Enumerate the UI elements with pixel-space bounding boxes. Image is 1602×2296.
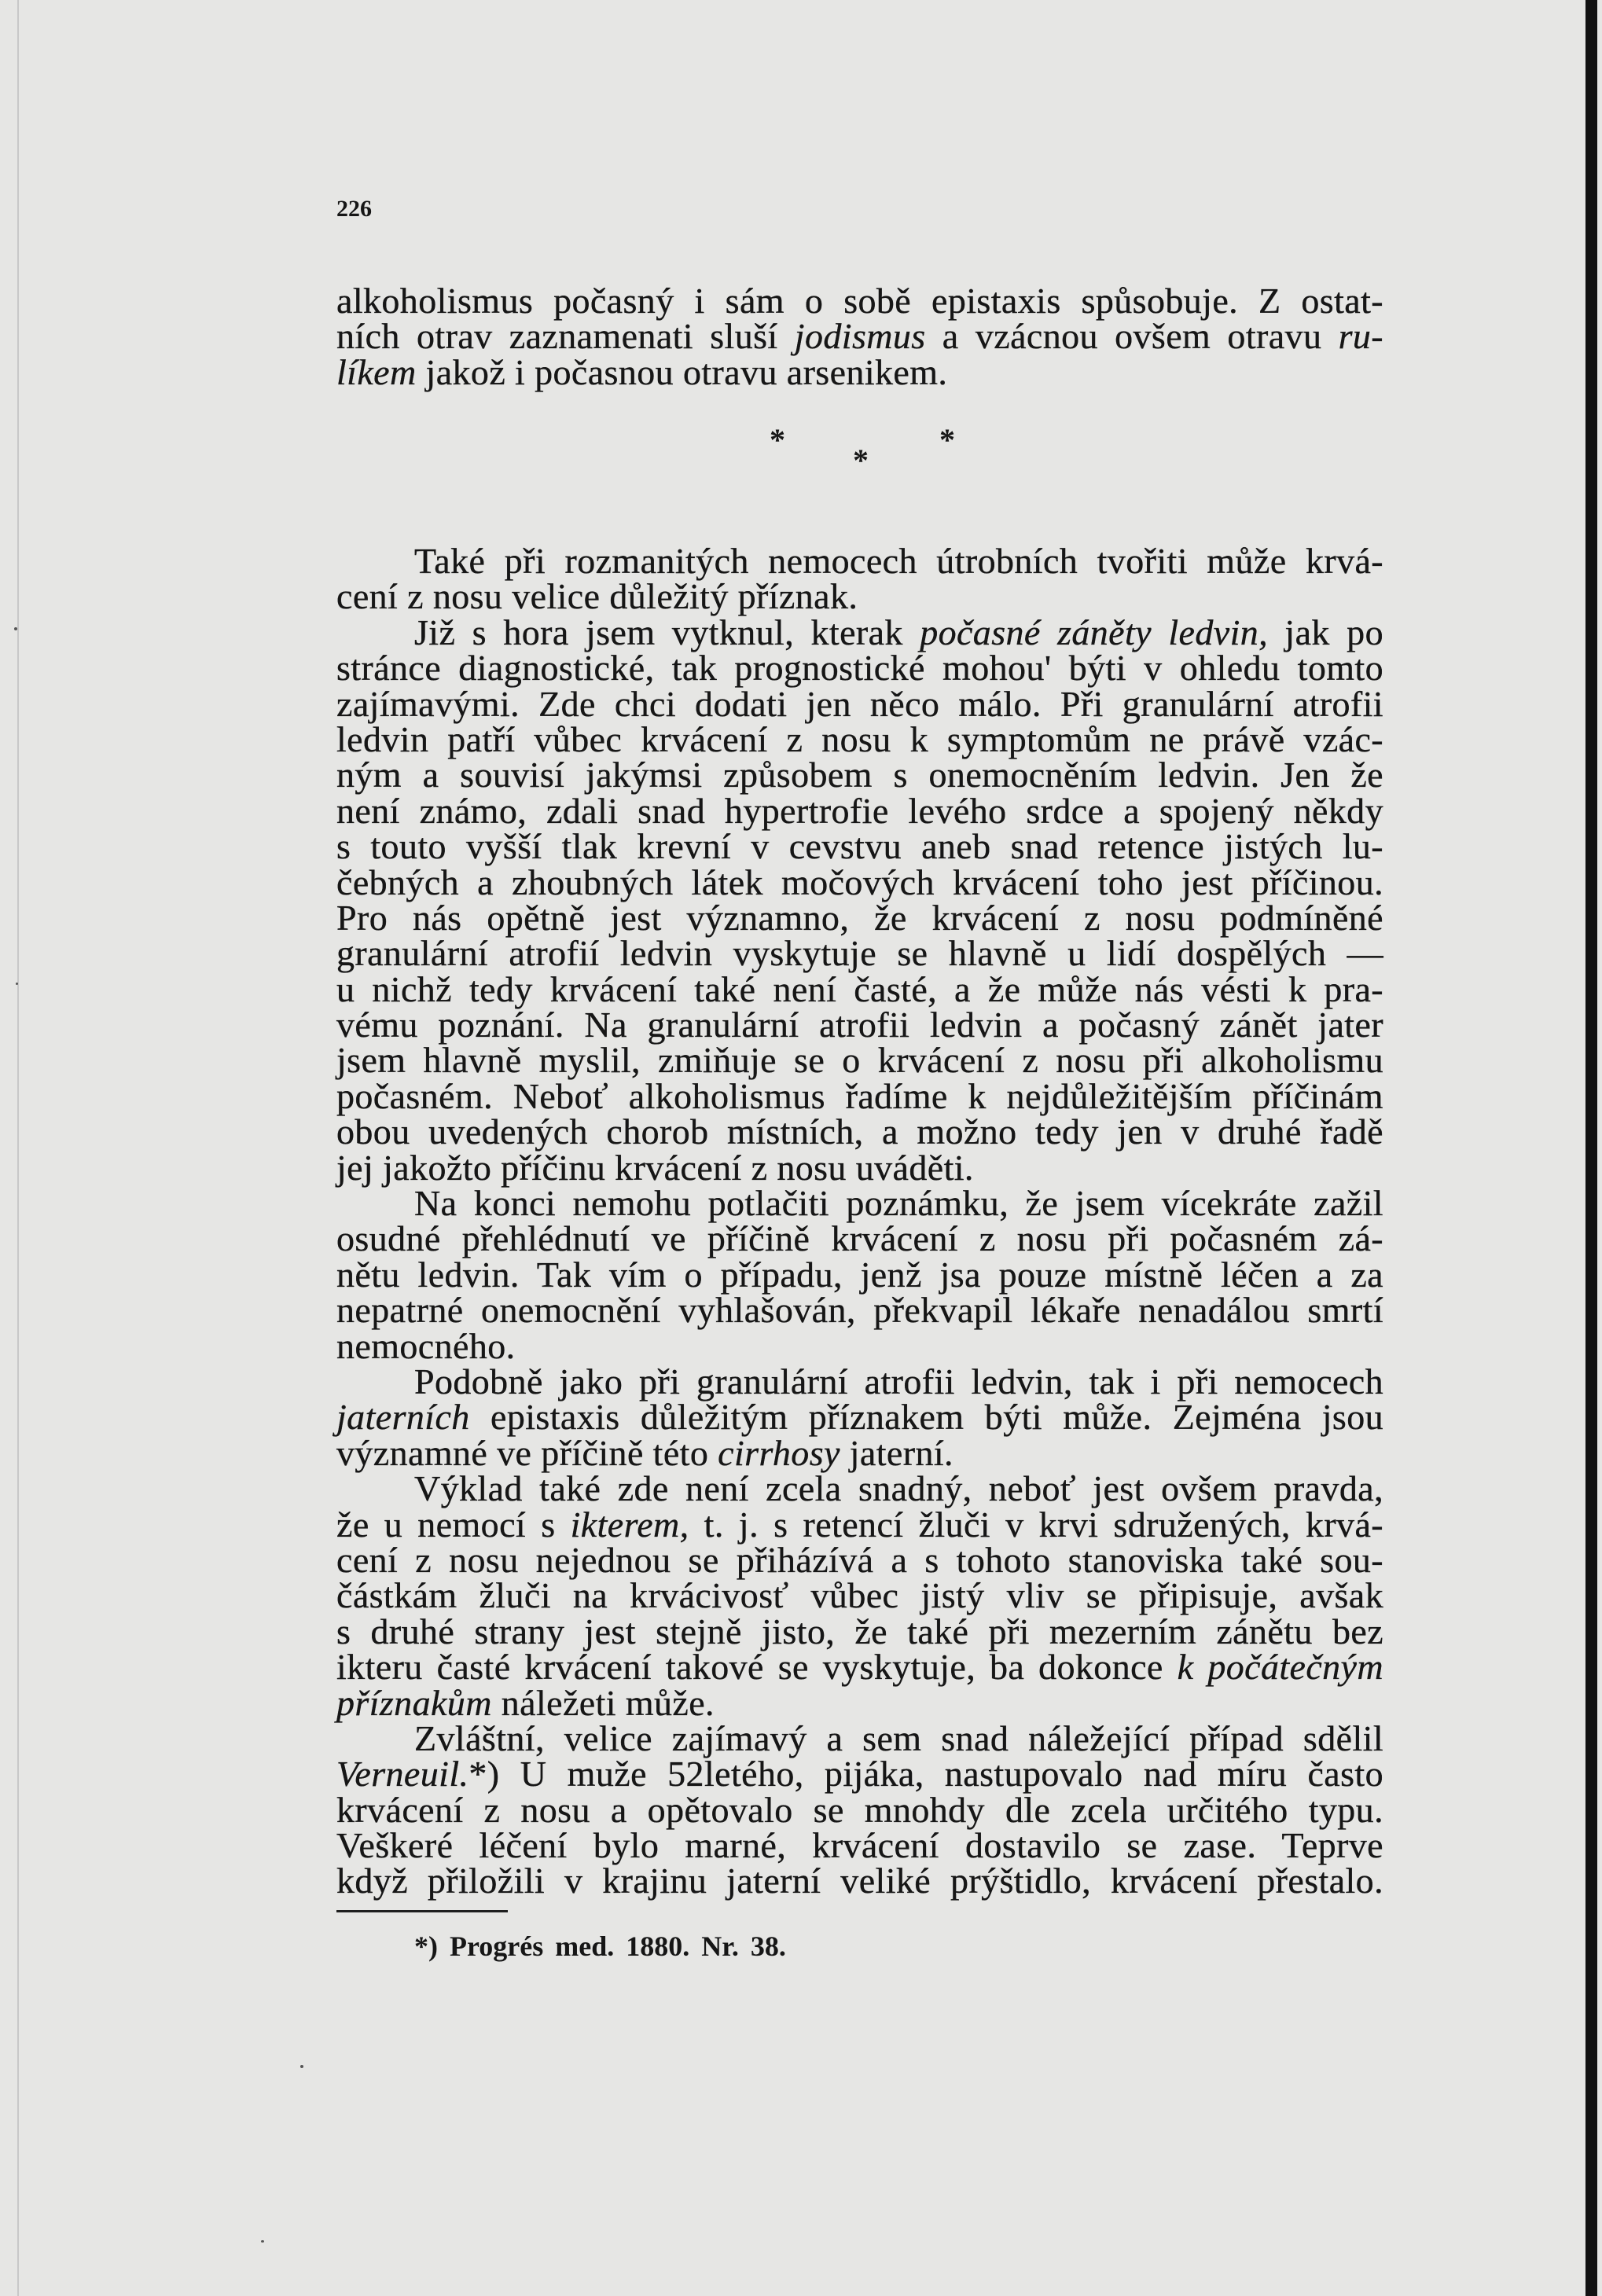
text-run: jakož i počasnou otravu arsenikem. xyxy=(416,351,948,392)
italic-run: jodismus xyxy=(794,316,926,357)
italic-run: příznakům xyxy=(336,1682,492,1723)
italic-run: k počátečným xyxy=(1177,1647,1383,1688)
text-run: cení z nosu velice důležitý příznak. xyxy=(336,576,858,617)
text-line xyxy=(336,1325,1383,1366)
text-run: u nichž tedy krvácení také není časté, a že může nás vésti k pra- xyxy=(336,968,1383,1009)
text-run: Zvláštní, velice zajímavý a sem snad náležející případ sdělil xyxy=(414,1717,1383,1758)
text-line xyxy=(336,1575,1383,1616)
text-run: krvácení z nosu a opětovalo se mnohdy dle zcela určitého typu. xyxy=(336,1789,1383,1830)
text-run: alkoholismus počasný i sám o sobě epistaxis spůsobuje. Z ostat- xyxy=(336,281,1383,321)
text-line xyxy=(336,1789,1383,1830)
text-run: stránce diagnostické, tak prognostické mohou' býti v ohledu tomto xyxy=(336,648,1383,689)
text-line xyxy=(336,1218,1383,1259)
paragraph xyxy=(336,1361,1383,1473)
text-run: jaterní. xyxy=(840,1432,953,1473)
text-run: zajímavými. Zde chci dodati jen něco málo. Při granulární atrofii xyxy=(336,683,1383,724)
text-line xyxy=(336,1111,1383,1152)
text-run: osudné přehlédnutí ve příčině krvácení z nosu při počasném zá- xyxy=(336,1218,1383,1259)
text-run: nepatrné onemocnění vyhlašován, překvapil lékaře nenadálou smrtí xyxy=(336,1290,1383,1331)
asterisk: * xyxy=(939,422,955,457)
text-run: jsem hlavně myslil, zmiňuje se o krvácení z nosu při alkoholismu xyxy=(336,1040,1383,1081)
scan-speck xyxy=(16,983,18,985)
italic-run: ru- xyxy=(1338,316,1383,357)
text-line xyxy=(336,826,1383,867)
italic-run: počasné záněty ledvin, xyxy=(920,612,1269,652)
text-run: Veškeré léčení bylo marné, krvácení dostavilo se zase. Teprve xyxy=(336,1825,1383,1866)
text-line xyxy=(336,1611,1383,1651)
text-run: významné ve příčině této xyxy=(336,1432,718,1473)
italic-run: cirrhosy xyxy=(718,1432,840,1473)
asterisk: * xyxy=(770,422,785,457)
text-section-after-break xyxy=(336,543,1383,1899)
text-line xyxy=(336,1539,1383,1580)
text-run: ným a souvisí jakýmsi způsobem s onemocněním ledvin. Jen že xyxy=(336,755,1383,795)
text-line xyxy=(336,897,1383,938)
text-line xyxy=(336,1682,1383,1723)
scan-speck xyxy=(261,2240,264,2243)
italic-run: jaterních xyxy=(336,1397,470,1438)
text-run: *) U muže 52letého, pijáka, nastupovalo nad míru často xyxy=(468,1754,1383,1795)
text-run: epistaxis důležitým příznakem býti může. Zejména jsou xyxy=(469,1397,1383,1438)
footnote: *) Progrés med. 1880. Nr. 38. xyxy=(414,1930,786,1962)
text-run: granulární atrofií ledvin vyskytuje se hlavně u lidí dospělých — xyxy=(336,933,1383,974)
text-line xyxy=(336,1040,1383,1081)
text-run: jej jakožto příčinu krvácení z nosu uváděti. xyxy=(336,1147,974,1188)
text-line xyxy=(336,1754,1383,1795)
text-line xyxy=(336,861,1383,902)
text-run: částkám žluči na krvácivosť vůbec jistý vliv se připisuje, avšak xyxy=(336,1575,1383,1616)
text-line xyxy=(336,1397,1383,1438)
italic-run: líkem xyxy=(336,351,417,392)
text-line xyxy=(336,1005,1383,1045)
paragraph xyxy=(336,543,1383,615)
text-line xyxy=(336,683,1383,724)
text-run: když přiložili v krajinu jaterní veliké prýštidlo, krvácení přestalo. xyxy=(336,1861,1383,1901)
text-line xyxy=(336,790,1383,831)
scan-border-right xyxy=(1585,0,1597,2296)
text-line xyxy=(336,968,1383,1009)
italic-run: Verneuil. xyxy=(336,1754,469,1795)
text-line xyxy=(336,648,1383,689)
text-run: ních otrav zaznamenati sluší xyxy=(336,316,795,357)
text-line xyxy=(336,316,1383,357)
paragraph xyxy=(336,612,1383,1188)
text-run: ikteru časté krvácení takové se vyskytuje, ba dokonce xyxy=(336,1647,1178,1688)
scan-speck xyxy=(14,627,17,630)
text-run: Výklad také zde není zcela snadný, neboť jest ovšem pravda, xyxy=(414,1468,1383,1509)
text-line xyxy=(336,1861,1383,1901)
text-run: Pro nás opětně jest významno, že krvácení z nosu podmíněné xyxy=(336,897,1383,938)
text-line xyxy=(336,543,1383,579)
text-line xyxy=(336,1183,1383,1224)
text-run: obou uvedených chorob místních, a možno tedy jen v druhé řadě xyxy=(336,1111,1383,1152)
text-run: nemocného. xyxy=(336,1325,516,1366)
text-line xyxy=(336,755,1383,795)
text-run: není známo, zdali snad hypertrofie levého srdce a spojený někdy xyxy=(336,790,1383,831)
text-line xyxy=(336,1504,1383,1545)
text-line xyxy=(336,1468,1383,1509)
text-line xyxy=(336,1361,1383,1401)
text-line xyxy=(336,612,1383,652)
scan-speck xyxy=(300,2065,303,2068)
text-run: a vzácnou ovšem otravu xyxy=(925,316,1339,357)
paragraph xyxy=(336,283,1383,390)
text-line xyxy=(336,281,1383,321)
text-line xyxy=(336,1290,1383,1331)
text-run: cení z nosu nejednou se přiházívá a s tohoto stanoviska také sou- xyxy=(336,1539,1383,1580)
page-number: 226 xyxy=(336,196,372,222)
text-line xyxy=(336,1825,1383,1866)
text-line xyxy=(336,1432,1383,1473)
text-run: s druhé strany jest stejně jisto, že také při mezerním zánětu bez xyxy=(336,1611,1383,1651)
text-run: s touto vyšší tlak krevní v cevstvu aneb snad retence jistých lu- xyxy=(336,826,1383,867)
text-line xyxy=(336,718,1383,759)
text-run: ledvin patří vůbec krvácení z nosu k symptomům ne právě vzác- xyxy=(336,718,1383,759)
paragraph xyxy=(336,1185,1383,1364)
text-run: náležeti může. xyxy=(491,1682,715,1723)
text-run: že u nemocí s xyxy=(336,1504,571,1545)
text-line xyxy=(336,1647,1383,1688)
text-line xyxy=(336,576,1383,617)
text-line xyxy=(336,1254,1383,1295)
text-run: t. j. s retencí žluči v krvi sdružených, krvá- xyxy=(689,1504,1383,1545)
text-run: nětu ledvin. Tak vím o případu, jenž jsa pouze místně léčen a za xyxy=(336,1254,1383,1295)
text-line xyxy=(336,1147,1383,1188)
text-run: jak po xyxy=(1268,612,1383,652)
footnote-rule xyxy=(336,1910,508,1912)
text-run: vému poznání. Na granulární atrofii ledvin a počasný zánět jater xyxy=(336,1005,1383,1045)
paragraph xyxy=(336,1717,1383,1901)
text-run: Také při rozmanitých nemocech útrobních tvořiti může krvá- xyxy=(414,541,1383,581)
text-section-before-break xyxy=(336,283,1383,390)
text-line xyxy=(336,933,1383,974)
italic-run: ikterem, xyxy=(570,1504,689,1545)
text-line xyxy=(336,351,1383,392)
text-run: čebných a zhoubných látek močových krvácení toho jest příčinou. xyxy=(336,861,1383,902)
text-run: Na konci nemohu potlačiti poznámku, že jsem vícekráte zažil xyxy=(414,1183,1383,1224)
text-run: počasném. Neboť alkoholismus řadíme k nejdůležitějším příčinám xyxy=(336,1075,1383,1116)
asterisk: * xyxy=(853,443,869,478)
scan-edge-left xyxy=(17,0,19,2296)
text-line xyxy=(336,1717,1383,1758)
text-line xyxy=(336,1075,1383,1116)
text-run: Podobně jako při granulární atrofii ledvin, tak i při nemocech xyxy=(414,1361,1383,1401)
paragraph xyxy=(336,1468,1383,1723)
text-run: Již s hora jsem vytknul, kterak xyxy=(414,612,920,652)
